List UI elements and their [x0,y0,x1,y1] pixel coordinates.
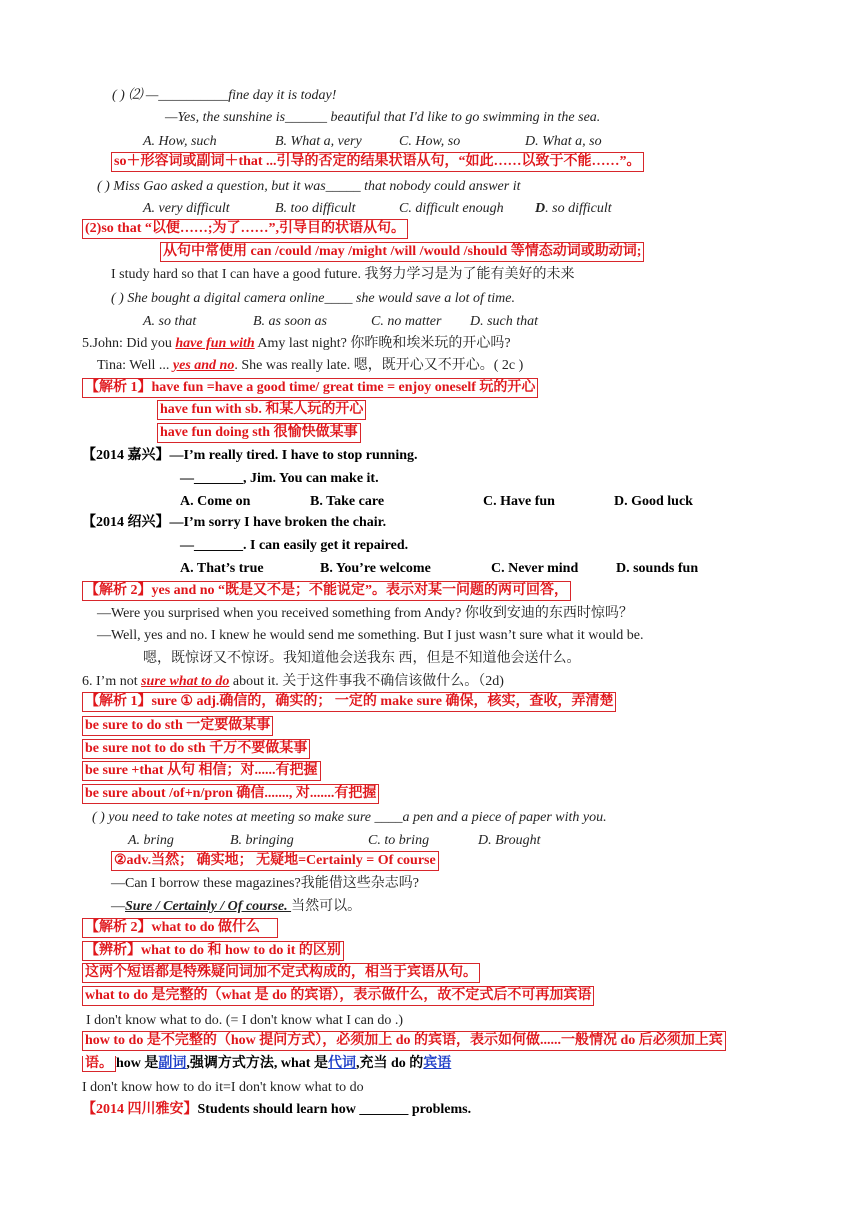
option-b: B. too difficult [275,201,356,216]
option-a: A. very difficult [143,201,230,216]
note-text: ,强调方式方法, what 是 [186,1056,328,1071]
link-object[interactable]: 宾语 [423,1056,452,1071]
note-text: ,充当 do 的 [355,1056,424,1071]
note-sure-adj: 【解析 1】sure ① adj.确信的，确实的； 一定的 make sure 确保，核实，查收，弄清楚 [82,692,616,712]
note-how-adverb [82,1055,451,1073]
note-be-sure-about: be sure about /of+n/pron 确信......., 对.......有把握 [82,784,379,804]
example-magazines-question: —Can I borrow these magazines?我能借这些杂志吗? [111,876,419,891]
note-sure-adv: ②adv.当然； 确实地； 无疑地=Certainly = Of course [111,851,439,871]
exam-question: —I’m really tired. I have to stop running. [169,448,418,463]
note-have-fun: 【解析 1】have fun =have a good time/ great time = enjoy oneself 玩的开心 [82,378,538,398]
note-have-fun-with: have fun with sb. 和某人玩的开心 [157,400,366,420]
option-b: B. What a, very [275,134,362,149]
option-a: A. bring [128,833,174,848]
exam-source: 【2014 绍兴】 [82,515,170,530]
option-a: A. so that [143,314,197,329]
note-what-to-do: 【解析 2】what to do 做什么 [82,918,278,938]
exam-shaoxing-response: —_______. I can easily get it repaired. [180,538,409,553]
option-d [535,200,612,218]
question-digital-camera: ( ) She bought a digital camera online____ she would save a lot of time. [111,291,516,306]
note-how-to-do-incomplete: how to do 是不完整的（how 提问方式），必须加上 do 的宾语，表示如何做......一般情况 do 后必须加上宾 [82,1031,726,1051]
option-d: D. Brought [478,833,541,848]
question-response: —Yes, the sunshine is______ beautiful that I'd like to go swimming in the sea. [165,110,601,125]
key-phrase: yes and no [172,358,235,373]
example-how-to-do: I don't know how to do it=I don't know what to do [82,1080,364,1095]
dialogue-prefix: 5.John: Did you [82,336,176,351]
option-c: C. difficult enough [399,201,504,216]
exam-question: Students should learn how _______ problems. [197,1102,472,1117]
exam-jiaxing-response: —_______, Jim. You can make it. [180,471,379,486]
option-a: A. How, such [143,134,217,149]
key-phrase: sure what to do [141,674,230,689]
option-b: B. as soon as [253,314,327,329]
dialogue-tina [97,357,523,375]
example-andy-answer: —Well, yes and no. I knew he would send me something. But I just wasn’t sure what it would be. [97,628,644,643]
option-d: D. sounds fun [616,561,699,576]
option-d-letter: D [535,201,546,216]
option-d: D. such that [470,314,539,329]
key-phrase: have fun with [175,336,255,351]
option-a: A. That’s true [180,561,264,576]
question-exclamation: ( ) ⑵ —__________fine day it is today! [112,88,337,103]
option-b: B. Take care [310,494,385,509]
option-d-text: . so difficult [545,201,612,216]
note-be-sure-not-to: be sure not to do sth 千万不要做某事 [82,739,310,759]
question-take-notes: ( ) you need to take notes at meeting so make sure ____a pen and a piece of paper with you. [92,810,607,825]
note-so-that-result: so＋形容词或副词＋that ...引导的否定的结果状语从句，“如此……以致于不能……”。 [111,152,644,172]
option-c: C. Have fun [483,494,555,509]
answer-translation: 当然可以。 [291,899,362,914]
link-pronoun[interactable]: 代词 [327,1056,356,1071]
note-be-sure-to: be sure to do sth 一定要做某事 [82,716,273,736]
option-d: D. What a, so [525,134,602,149]
exam-shaoxing [82,514,386,532]
dialogue-john [82,335,511,353]
note-text: how 是 [116,1056,159,1071]
note-infinitive-phrases: 这两个短语都是特殊疑问词加不定式构成的，相当于宾语从句。 [82,963,480,983]
option-d: D. Good luck [614,494,693,509]
note-have-fun-doing: have fun doing sth 很愉快做某事 [157,423,361,443]
option-a: A. Come on [180,494,251,509]
note-what-to-do-complete: what to do 是完整的（what 是 do 的宾语），表示做什么，故不定式后不可再加宾语 [82,986,594,1006]
exam-yaan [82,1101,471,1119]
example-study-hard: I study hard so that I can have a good future. 我努力学习是为了能有美好的未来 [111,267,575,282]
note-so-that-purpose: (2)so that “以便……;为了……”,引导目的状语从句。 [82,219,408,239]
sentence-prefix: 6. I’m not [82,674,142,689]
note-continuation: 语。 [82,1056,116,1072]
option-b: B. You’re welcome [320,561,431,576]
example-andy-question: —Were you surprised when you received something from Andy? 你收到安迪的东西时惊吗？ [97,606,633,621]
exam-source: 【2014 四川雅安】 [82,1102,198,1117]
option-c: C. to bring [368,833,430,848]
dash: — [111,899,125,914]
option-c: C. How, so [399,134,461,149]
example-magazines-answer [111,898,361,916]
option-c: C. no matter [371,314,442,329]
exam-question: —I’m sorry I have broken the chair. [169,515,387,530]
example-what-to-do: I don't know what to do. (= I don't know what I can do .) [86,1013,403,1028]
note-modal-verbs: 从句中常使用 can /could /may /might /will /would /should 等情态动词或助动词; [160,242,644,262]
exam-source: 【2014 嘉兴】 [82,448,170,463]
example-andy-translation: 嗯，既惊讶又不惊讶。我知道他会送我东 西，但是不知道他会送什么。 [143,651,581,666]
sentence-rest: about it. 关于这件事我不确信该做什么。（2d) [229,674,504,689]
note-be-sure-that: be sure +that 从句 相信；对......有把握 [82,761,321,781]
question-miss-gao: ( ) Miss Gao asked a question, but it was_____ that nobody could answer it [97,179,521,194]
link-adverb[interactable]: 副词 [158,1056,187,1071]
sentence-sure-what-to-do [82,673,504,691]
exam-jiaxing [82,447,418,465]
key-phrase: Sure / Certainly / Of course. [125,899,292,914]
dialogue-rest: Amy last night? 你昨晚和埃米玩的开心吗? [254,336,511,351]
option-b: B. bringing [230,833,294,848]
dialogue-prefix: Tina: Well ... [97,358,173,373]
option-c: C. Never mind [491,561,579,576]
note-distinguish: 【辨析】what to do 和 how to do it 的区别 [82,941,344,961]
dialogue-rest: . She was really late. 嗯，既开心又不开心。( 2c ) [234,358,524,373]
note-yes-and-no: 【解析 2】yes and no “既是又不是；不能说定”。表示对某一问题的两可回答， [82,581,571,601]
